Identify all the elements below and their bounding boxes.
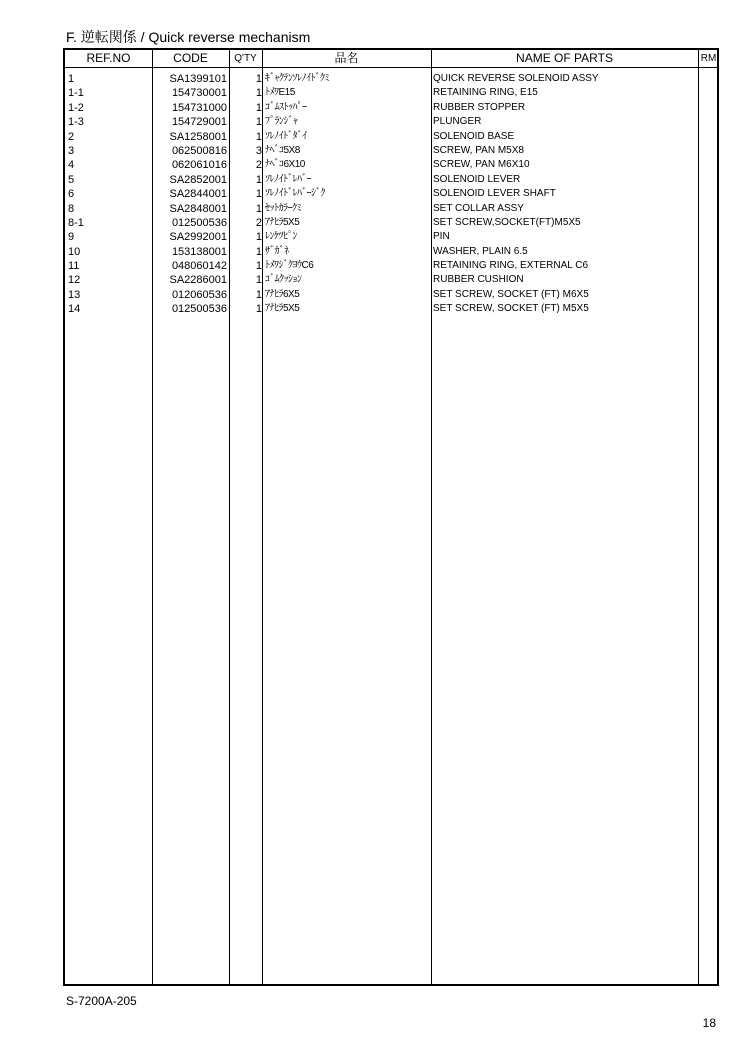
qty-cell: 2 bbox=[255, 216, 262, 229]
part-name-cell: RUBBER STOPPER bbox=[433, 101, 526, 113]
code-cell: 154729001 bbox=[171, 116, 227, 129]
ref-no-cell: 2 bbox=[68, 130, 75, 143]
page-title: F. 逆転関係 / Quick reverse mechanism bbox=[66, 29, 311, 45]
part-name-cell: SET SCREW, SOCKET (FT) M5X5 bbox=[433, 303, 589, 315]
japanese-name-cell: ﾅﾍﾞｺ5X8 bbox=[265, 144, 300, 156]
japanese-name-cell: ｺﾞﾑｸｯｼｮﾝ bbox=[265, 274, 302, 286]
qty-cell: 1 bbox=[255, 101, 262, 114]
qty-cell: 1 bbox=[255, 188, 262, 201]
japanese-name-cell: ﾌﾟﾗﾝｼﾞｬ bbox=[265, 116, 298, 128]
part-name-cell: RUBBER CUSHION bbox=[433, 274, 524, 286]
code-cell: SA1399101 bbox=[169, 73, 227, 85]
japanese-name-cell: ﾚﾝｹﾂﾋﾟﾝ bbox=[265, 231, 297, 243]
table-row bbox=[65, 86, 717, 100]
table-row bbox=[65, 273, 717, 287]
ref-no-cell: 13 bbox=[68, 288, 81, 301]
code-cell: 012500536 bbox=[171, 303, 227, 316]
ref-no-cell: 4 bbox=[68, 159, 75, 172]
qty-cell: 1 bbox=[255, 260, 262, 273]
ref-no-cell: 1-2 bbox=[68, 101, 84, 114]
ref-no-cell: 9 bbox=[68, 231, 75, 244]
code-cell: SA2852001 bbox=[169, 173, 227, 186]
table-row bbox=[65, 115, 717, 129]
japanese-name-cell: ｱﾅﾋﾗ5X5 bbox=[265, 216, 300, 228]
table-row bbox=[65, 72, 717, 86]
table-row bbox=[65, 202, 717, 216]
table-row bbox=[65, 173, 717, 187]
table-header bbox=[65, 50, 717, 68]
code-cell: 154730001 bbox=[171, 87, 227, 100]
part-name-cell: PIN bbox=[433, 231, 450, 243]
code-cell: 012500536 bbox=[171, 216, 227, 229]
header-code: CODE bbox=[173, 51, 208, 65]
table-row bbox=[65, 245, 717, 259]
qty-cell: 1 bbox=[255, 173, 262, 186]
part-name-cell: RETAINING RING, E15 bbox=[433, 87, 538, 99]
qty-cell: 1 bbox=[255, 288, 262, 301]
qty-cell: 1 bbox=[255, 202, 262, 215]
ref-no-cell: 11 bbox=[68, 260, 80, 273]
model-number: S-7200A-205 bbox=[66, 994, 137, 1008]
code-cell: 048060142 bbox=[171, 260, 227, 273]
qty-cell: 2 bbox=[255, 159, 262, 172]
qty-cell: 1 bbox=[255, 303, 262, 316]
table-row bbox=[65, 302, 717, 316]
code-cell: 012060536 bbox=[171, 288, 227, 301]
japanese-name-cell: ｱﾅﾋﾗ6X5 bbox=[265, 288, 300, 300]
japanese-name-cell: ｷﾞｬｸﾃﾝｿﾚﾉｲﾄﾞｸﾐ bbox=[265, 73, 329, 84]
header-rm: RM bbox=[700, 53, 717, 64]
table-row bbox=[65, 130, 717, 144]
part-name-cell: SCREW, PAN M6X10 bbox=[433, 159, 530, 171]
japanese-name-cell: ﾅﾍﾞｺ6X10 bbox=[265, 159, 305, 171]
table-row bbox=[65, 144, 717, 158]
part-name-cell: SOLENOID LEVER bbox=[433, 173, 521, 185]
japanese-name-cell: ｿﾚﾉｲﾄﾞﾚﾊﾞｰｼﾞｸ bbox=[265, 188, 325, 200]
ref-no-cell: 12 bbox=[68, 274, 81, 287]
part-name-cell: SET COLLAR ASSY bbox=[433, 202, 524, 214]
table-row bbox=[65, 288, 717, 302]
part-name-cell: PLUNGER bbox=[433, 116, 482, 128]
table-body bbox=[65, 72, 717, 317]
code-cell: SA2992001 bbox=[169, 231, 227, 244]
japanese-name-cell: ﾄﾒﾜｼﾞｸﾖｳC6 bbox=[265, 260, 314, 272]
part-name-cell: RETAINING RING, EXTERNAL C6 bbox=[433, 260, 589, 272]
qty-cell: 3 bbox=[255, 144, 262, 157]
qty-cell: 1 bbox=[255, 87, 262, 100]
part-name-cell: WASHER, PLAIN 6.5 bbox=[433, 245, 528, 257]
ref-no-cell: 1 bbox=[68, 73, 75, 85]
qty-cell: 1 bbox=[255, 231, 262, 244]
japanese-name-cell: ｻﾞｶﾞﾈ bbox=[265, 245, 289, 257]
ref-no-cell: 8-1 bbox=[68, 216, 84, 229]
qty-cell: 1 bbox=[255, 73, 262, 85]
code-cell: SA2848001 bbox=[169, 202, 227, 215]
qty-cell: 1 bbox=[255, 245, 262, 258]
part-name-cell: SOLENOID BASE bbox=[433, 130, 515, 142]
japanese-name-cell: ｿﾚﾉｲﾄﾞﾚﾊﾞｰ bbox=[265, 173, 311, 185]
table-row bbox=[65, 187, 717, 201]
part-name-cell: SET SCREW, SOCKET (FT) M6X5 bbox=[433, 288, 589, 300]
code-cell: 154731000 bbox=[171, 101, 227, 114]
qty-cell: 1 bbox=[255, 274, 262, 287]
ref-no-cell: 8 bbox=[68, 202, 75, 215]
part-name-cell: SET SCREW,SOCKET(FT)M5X5 bbox=[433, 216, 581, 228]
ref-no-cell: 6 bbox=[68, 188, 75, 201]
japanese-name-cell: ｱﾅﾋﾗ5X5 bbox=[265, 303, 300, 315]
qty-cell: 1 bbox=[255, 116, 262, 129]
japanese-name-cell: ﾄﾒﾜE15 bbox=[265, 87, 295, 99]
ref-no-cell: 3 bbox=[68, 144, 75, 157]
page-number: 18 bbox=[702, 1016, 716, 1030]
table-row bbox=[65, 101, 717, 115]
part-name-cell: SCREW, PAN M5X8 bbox=[433, 144, 524, 156]
code-cell: SA1258001 bbox=[169, 130, 227, 143]
table-row bbox=[65, 158, 717, 172]
header-qty: Q'TY bbox=[234, 53, 257, 64]
ref-no-cell: 5 bbox=[68, 173, 75, 186]
ref-no-cell: 14 bbox=[68, 303, 81, 316]
table-row bbox=[65, 259, 717, 273]
table-row bbox=[65, 230, 717, 244]
part-name-cell: SOLENOID LEVER SHAFT bbox=[433, 188, 556, 200]
header-japanese-name: 品名 bbox=[334, 51, 359, 65]
header-ref-no: REF.NO bbox=[86, 51, 131, 65]
ref-no-cell: 1-1 bbox=[68, 87, 84, 100]
japanese-name-cell: ｺﾞﾑｽﾄｯﾊﾟｰ bbox=[265, 101, 307, 113]
code-cell: SA2844001 bbox=[169, 188, 227, 201]
table-row bbox=[65, 216, 717, 230]
code-cell: SA2286001 bbox=[169, 274, 227, 287]
code-cell: 062061016 bbox=[171, 159, 227, 172]
qty-cell: 1 bbox=[255, 130, 262, 143]
code-cell: 153138001 bbox=[171, 245, 227, 258]
ref-no-cell: 10 bbox=[68, 245, 81, 258]
ref-no-cell: 1-3 bbox=[68, 116, 84, 129]
header-name-of-parts: NAME OF PARTS bbox=[516, 51, 613, 65]
japanese-name-cell: ｾｯﾄｶﾗｰｸﾐ bbox=[265, 202, 301, 214]
code-cell: 062500816 bbox=[171, 144, 227, 157]
japanese-name-cell: ｿﾚﾉｲﾄﾞﾀﾞｲ bbox=[265, 130, 307, 142]
part-name-cell: QUICK REVERSE SOLENOID ASSY bbox=[433, 73, 599, 84]
parts-table bbox=[63, 48, 719, 986]
